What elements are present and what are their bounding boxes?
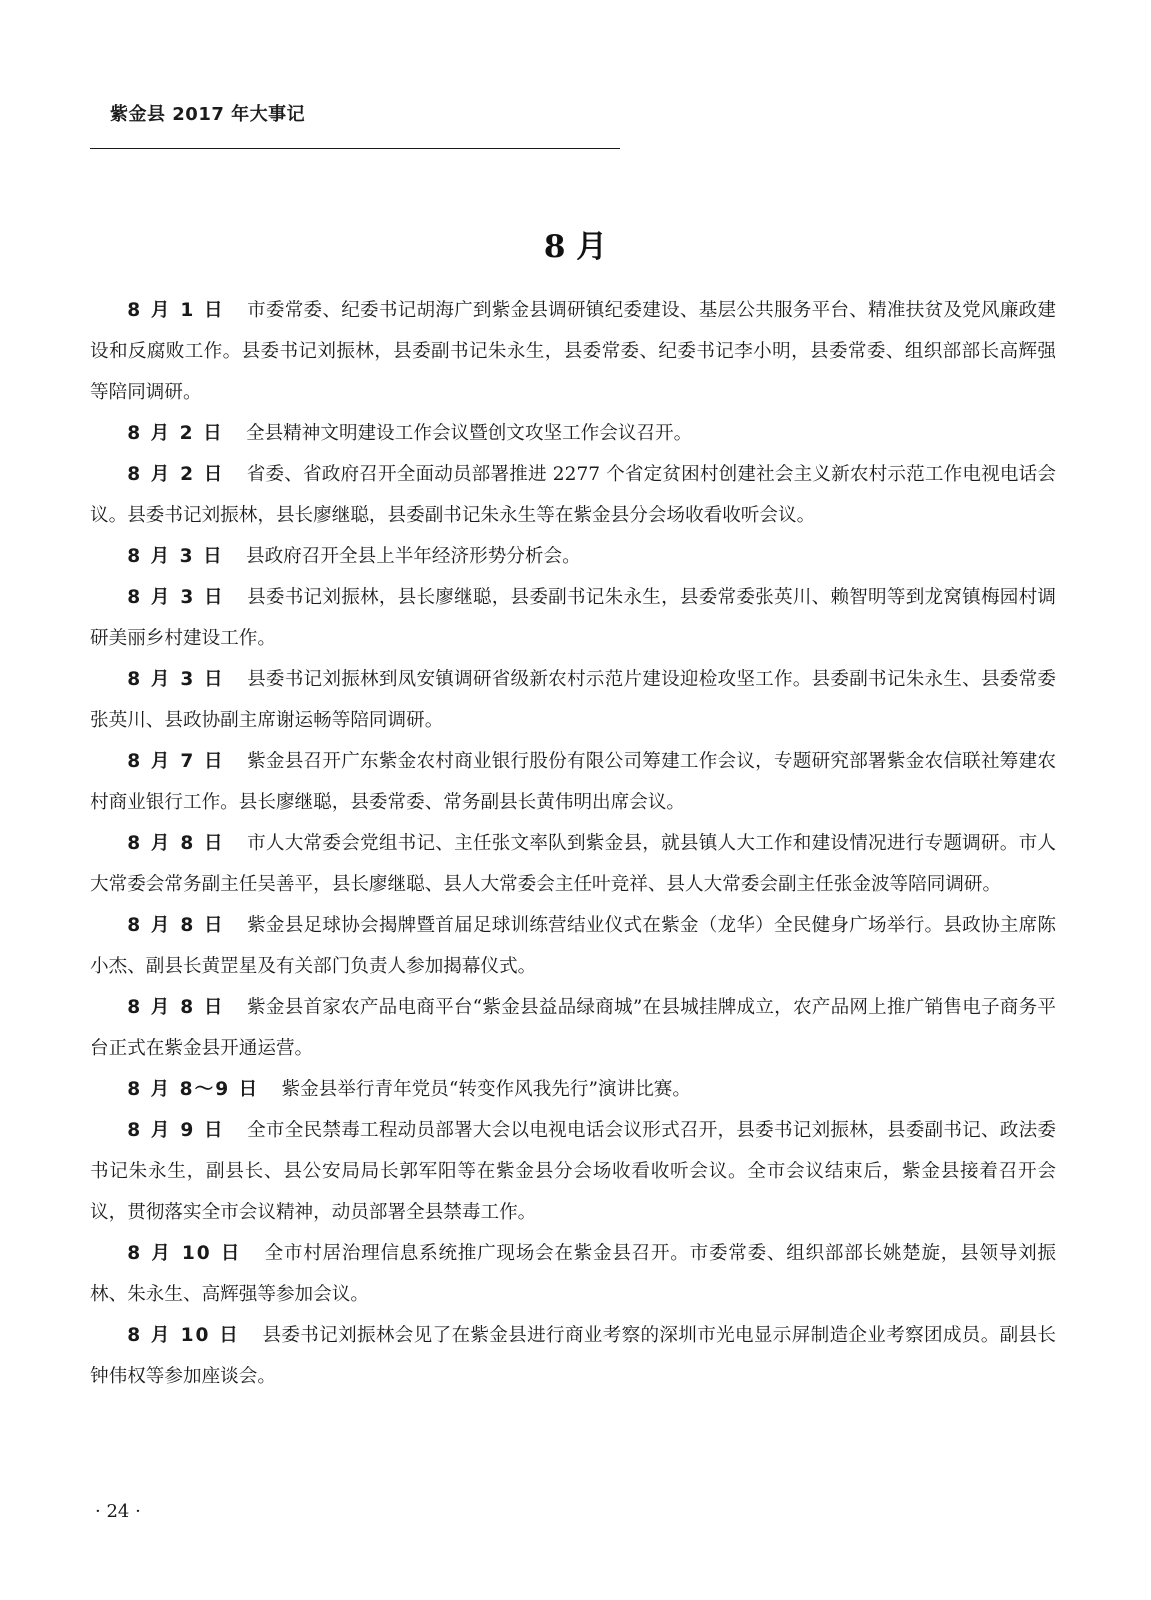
entry-text: 省委、省政府召开全面动员部署推进 2277 个省定贫困村创建社会主义新农村示范工作电视电话会议。县委书记刘振林，县长廖继聪，县委副书记朱永生等在紫金县分会场收看收听会议。 bbox=[90, 464, 1056, 526]
entry-date: 8 月 7 日 bbox=[127, 751, 225, 772]
chronicle-entry bbox=[90, 454, 1056, 536]
entry-date: 8 月 8 日 bbox=[127, 833, 225, 854]
entry-date: 8 月 10 日 bbox=[127, 1325, 241, 1346]
entry-date: 8 月 1 日 bbox=[127, 300, 225, 321]
entry-date: 8 月 8 日 bbox=[127, 997, 225, 1018]
entry-date: 8 月 2 日 bbox=[127, 464, 225, 485]
entry-date: 8 月 3 日 bbox=[127, 587, 225, 608]
entry-text: 紫金县举行青年党员“转变作风我先行”演讲比赛。 bbox=[281, 1079, 691, 1100]
chronicle-entry bbox=[90, 741, 1056, 823]
entry-date: 8 月 9 日 bbox=[127, 1120, 225, 1141]
chronicle-entry bbox=[90, 1069, 1056, 1110]
chronicle-entry bbox=[90, 577, 1056, 659]
entry-text: 紫金县召开广东紫金农村商业银行股份有限公司筹建工作会议，专题研究部署紫金农信联社筹建农村商业银行工作。县长廖继聪，县委常委、常务副县长黄伟明出席会议。 bbox=[90, 751, 1056, 813]
entry-text: 县委书记刘振林，县长廖继聪，县委副书记朱永生，县委常委张英川、赖智明等到龙窝镇梅园村调研美丽乡村建设工作。 bbox=[90, 587, 1056, 649]
entry-text: 县政府召开全县上半年经济形势分析会。 bbox=[245, 546, 581, 567]
chronicle-entry bbox=[90, 536, 1056, 577]
chronicle-entry bbox=[90, 1110, 1056, 1233]
entry-text: 市委常委、纪委书记胡海广到紫金县调研镇纪委建设、基层公共服务平台、精准扶贫及党风廉政建设和反腐败工作。县委书记刘振林，县委副书记朱永生，县委常委、纪委书记李小明，县委常委、组织部部长高辉强等陪同调研。 bbox=[90, 300, 1056, 403]
chronicle-entry bbox=[90, 905, 1056, 987]
chronicle-entry bbox=[90, 1315, 1056, 1397]
entry-date: 8 月 3 日 bbox=[127, 546, 224, 567]
chronicle-entry bbox=[90, 823, 1056, 905]
chronicle-entry bbox=[90, 1233, 1056, 1315]
entry-date: 8 月 3 日 bbox=[127, 669, 225, 690]
entry-text: 紫金县足球协会揭牌暨首届足球训练营结业仪式在紫金（龙华）全民健身广场举行。县政协主席陈小杰、副县长黄罡星及有关部门负责人参加揭幕仪式。 bbox=[90, 915, 1056, 977]
chronicle-entries bbox=[90, 290, 1056, 1397]
header-rule bbox=[90, 148, 620, 149]
page-number: · 24 · bbox=[95, 1501, 141, 1522]
entry-text: 全市全民禁毒工程动员部署大会以电视电话会议形式召开，县委书记刘振林，县委副书记、政法委书记朱永生，副县长、县公安局局长郭军阳等在紫金县分会场收看收听会议。全市会议结束后，紫金县接着召开会议，贯彻落实全市会议精神，动员部署全县禁毒工作。 bbox=[90, 1120, 1056, 1223]
entry-date: 8 月 10 日 bbox=[127, 1243, 243, 1264]
running-header: 紫金县 2017 年大事记 bbox=[110, 104, 306, 125]
entry-date: 8 月 8～9 日 bbox=[127, 1079, 260, 1100]
entry-date: 8 月 2 日 bbox=[127, 423, 224, 444]
entry-text: 县委书记刘振林会见了在紫金县进行商业考察的深圳市光电显示屏制造企业考察团成员。副县长钟伟权等参加座谈会。 bbox=[90, 1325, 1056, 1387]
chronicle-entry bbox=[90, 987, 1056, 1069]
month-title: 8 月 bbox=[543, 229, 608, 265]
chronicle-entry bbox=[90, 290, 1056, 413]
entry-text: 紫金县首家农产品电商平台“紫金县益品绿商城”在县城挂牌成立，农产品网上推广销售电子商务平台正式在紫金县开通运营。 bbox=[90, 997, 1056, 1059]
chronicle-entry bbox=[90, 413, 1056, 454]
chronicle-entry bbox=[90, 659, 1056, 741]
entry-date: 8 月 8 日 bbox=[127, 915, 225, 936]
entry-text: 县委书记刘振林到凤安镇调研省级新农村示范片建设迎检攻坚工作。县委副书记朱永生、县委常委张英川、县政协副主席谢运畅等陪同调研。 bbox=[90, 669, 1056, 731]
entry-text: 全市村居治理信息系统推广现场会在紫金县召开。市委常委、组织部部长姚楚旋，县领导刘振林、朱永生、高辉强等参加会议。 bbox=[90, 1243, 1056, 1305]
entry-text: 市人大常委会党组书记、主任张文率队到紫金县，就县镇人大工作和建设情况进行专题调研。市人大常委会常务副主任吴善平，县长廖继聪、县人大常委会主任叶竞祥、县人大常委会副主任张金波等陪同调研。 bbox=[90, 833, 1056, 895]
entry-text: 全县精神文明建设工作会议暨创文攻坚工作会议召开。 bbox=[245, 423, 693, 444]
